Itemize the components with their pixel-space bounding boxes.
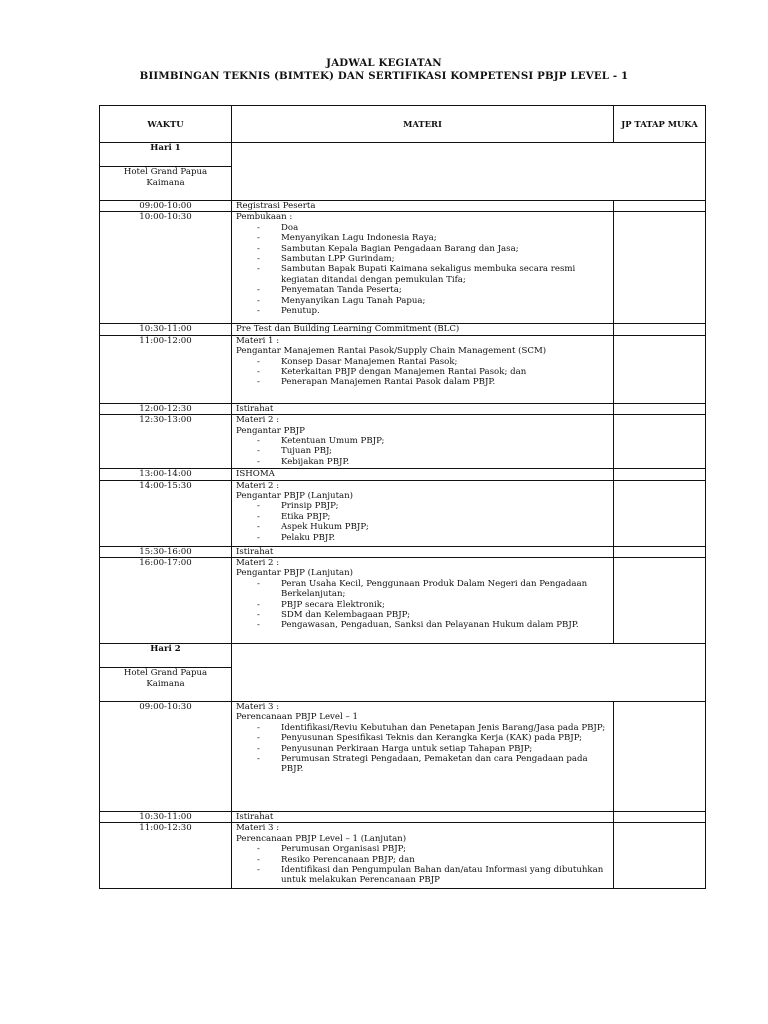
jp-cell [614, 324, 706, 335]
materi-title: Istirahat [236, 812, 274, 823]
time-cell: 10:30-11:00 [100, 812, 232, 823]
materi-list-item: - Pengawasan, Pengaduan, Sanksi dan Pelayanan Hukum dalam PBJP. [256, 620, 609, 630]
materi-title: Materi 2 : [236, 558, 280, 569]
jp-cell [614, 201, 706, 212]
materi-subtitle: Pengantar PBJP (Lanjutan) [236, 568, 354, 579]
materi-list-item: - Konsep Dasar Manajemen Rantai Pasok; [256, 357, 609, 367]
materi-list-item: - Prinsip PBJP; [256, 501, 609, 511]
jp-cell [614, 469, 706, 480]
materi-title: Materi 3 : [236, 823, 280, 834]
materi-cell [232, 324, 614, 335]
time-cell: 12:30-13:00 [100, 415, 232, 469]
time-cell: 15:30-16:00 [100, 546, 232, 557]
materi-list [236, 223, 609, 317]
materi-cell [232, 812, 614, 823]
day-label: Hari 1 [100, 143, 232, 167]
materi-title: Materi 2 : [236, 415, 280, 426]
day-location: Hotel Grand Papua Kaimana [100, 668, 232, 702]
materi-list-item: - Penerapan Manajemen Rantai Pasok dalam PBJP. [256, 377, 609, 387]
materi-list-item: - Kebijakan PBJP. [256, 457, 609, 467]
materi-list-item: - Keterkaitan PBJP dengan Manajemen Rantai Pasok; dan [256, 367, 609, 377]
table-row [100, 469, 706, 480]
time-cell: 13:00-14:00 [100, 469, 232, 480]
materi-subtitle: Pengantar Manajemen Rantai Pasok/Supply Chain Management (SCM) [236, 346, 547, 357]
jp-cell [614, 558, 706, 644]
materi-list-item: - Peran Usaha Kecil, Penggunaan Produk Dalam Negeri dan Pengadaan Berkelanjutan; [256, 579, 609, 600]
day-location: Hotel Grand Papua Kaimana [100, 167, 232, 201]
materi-title: Registrasi Peserta [236, 201, 316, 211]
time-cell: 11:00-12:30 [100, 823, 232, 889]
document-title: JADWAL KEGIATAN [326, 57, 442, 69]
table-row [100, 702, 706, 812]
materi-list-item: - Menyanyikan Lagu Tanah Papua; [256, 296, 609, 306]
jp-cell [614, 702, 706, 812]
time-cell: 14:00-15:30 [100, 480, 232, 546]
materi-cell [232, 546, 614, 557]
materi-list [236, 357, 609, 388]
table-row [100, 480, 706, 546]
time-cell: 09:00-10:00 [100, 201, 232, 212]
header-waktu: WAKTU [100, 106, 232, 143]
jp-cell [614, 212, 706, 324]
materi-list-item: - Identifikasi/Reviu Kebutuhan dan Penetapan Jenis Barang/Jasa pada PBJP; [256, 723, 609, 733]
materi-list-item: - Sambutan LPP Gurindam; [256, 254, 609, 264]
table-row [100, 812, 706, 823]
time-cell: 10:30-11:00 [100, 324, 232, 335]
jp-cell [614, 335, 706, 403]
table-row [100, 324, 706, 335]
table-row [100, 403, 706, 414]
materi-list-item: - Doa [256, 223, 609, 233]
materi-cell [232, 212, 614, 324]
day-label-row [100, 644, 706, 668]
materi-cell [232, 201, 614, 212]
day-label-row [100, 143, 706, 167]
materi-title: Pre Test dan Building Learning Commitment (BLC) [236, 324, 460, 335]
document-subtitle: BIIMBINGAN TEKNIS (BIMTEK) DAN SERTIFIKASI KOMPETENSI PBJP LEVEL - 1 [139, 70, 629, 82]
materi-subtitle: Pengantar PBJP (Lanjutan) [236, 491, 354, 502]
materi-list [236, 844, 609, 886]
table-row [100, 212, 706, 324]
header-jp-tatap-muka: JP TATAP MUKA [614, 106, 706, 143]
time-cell: 10:00-10:30 [100, 212, 232, 324]
materi-cell [232, 415, 614, 469]
materi-list-item: - Aspek Hukum PBJP; [256, 522, 609, 532]
materi-list-item: - Penutup. [256, 306, 609, 316]
jp-cell [614, 812, 706, 823]
materi-title: Materi 1 : [236, 335, 280, 346]
materi-list-item: - Pelaku PBJP. [256, 533, 609, 543]
materi-list [236, 501, 609, 543]
materi-list [236, 579, 609, 631]
day-blank-cell [232, 644, 706, 702]
table-row [100, 335, 706, 403]
table-row [100, 546, 706, 557]
materi-title: Istirahat [236, 403, 274, 414]
materi-subtitle: Perencanaan PBJP Level – 1 [236, 712, 358, 723]
materi-title: Materi 3 : [236, 702, 280, 713]
materi-cell [232, 480, 614, 546]
materi-list-item: - Perumusan Strategi Pengadaan, Pemaketan dan cara Pengadaan pada PBJP. [256, 754, 609, 775]
materi-cell [232, 469, 614, 480]
materi-list [236, 723, 609, 775]
materi-cell [232, 702, 614, 812]
materi-cell [232, 558, 614, 644]
materi-title: ISHOMA [236, 469, 275, 480]
materi-list-item: - Sambutan Kepala Bagian Pengadaan Barang dan Jasa; [256, 244, 609, 254]
materi-list-item: - Penyusunan Perkiraan Harga untuk setiap Tahapan PBJP; [256, 744, 609, 754]
jp-cell [614, 480, 706, 546]
materi-list-item: - SDM dan Kelembagaan PBJP; [256, 610, 609, 620]
header-materi: MATERI [232, 106, 614, 143]
materi-subtitle: Pengantar PBJP [236, 425, 305, 436]
table-row [100, 558, 706, 644]
jp-cell [614, 415, 706, 469]
table-row [100, 201, 706, 212]
materi-list-item: - Menyanyikan Lagu Indonesia Raya; [256, 233, 609, 243]
materi-title: Pembukaan : [236, 212, 293, 223]
materi-title: Istirahat [236, 546, 274, 557]
time-cell: 16:00-17:00 [100, 558, 232, 644]
materi-list-item: - Perumusan Organisasi PBJP; [256, 844, 609, 854]
materi-cell [232, 823, 614, 889]
day-label: Hari 2 [100, 644, 232, 668]
schedule-body [100, 143, 706, 889]
time-cell: 12:00-12:30 [100, 403, 232, 414]
materi-list-item: - Tujuan PBJ; [256, 446, 609, 456]
materi-subtitle: Perencanaan PBJP Level – 1 (Lanjutan) [236, 833, 407, 844]
day-blank-cell [232, 143, 706, 201]
materi-list-item: - Etika PBJP; [256, 512, 609, 522]
materi-list-item: - PBJP secara Elektronik; [256, 600, 609, 610]
schedule-table [99, 105, 706, 889]
materi-list [236, 436, 609, 467]
table-row [100, 415, 706, 469]
materi-cell [232, 403, 614, 414]
time-cell: 11:00-12:00 [100, 335, 232, 403]
materi-list-item: - Ketentuan Umum PBJP; [256, 436, 609, 446]
materi-list-item: - Resiko Perencanaan PBJP; dan [256, 855, 609, 865]
materi-title: Materi 2 : [236, 480, 280, 491]
table-row [100, 823, 706, 889]
materi-cell [232, 335, 614, 403]
materi-list-item: - Penyusunan Spesifikasi Teknis dan Kerangka Kerja (KAK) pada PBJP; [256, 733, 609, 743]
materi-list-item: - Identifikasi dan Pengumpulan Bahan dan/atau Informasi yang dibutuhkan untuk melakukan Perencanaan PBJP [256, 865, 609, 886]
jp-cell [614, 546, 706, 557]
table-header-row [100, 106, 706, 143]
materi-list-item: - Penyematan Tanda Peserta; [256, 285, 609, 295]
time-cell: 09:00-10:30 [100, 702, 232, 812]
jp-cell [614, 403, 706, 414]
materi-list-item: - Sambutan Bapak Bupati Kaimana sekaligus membuka secara resmi kegiatan ditandai dengan pemukulan Tifa; [256, 264, 609, 285]
jp-cell [614, 823, 706, 889]
